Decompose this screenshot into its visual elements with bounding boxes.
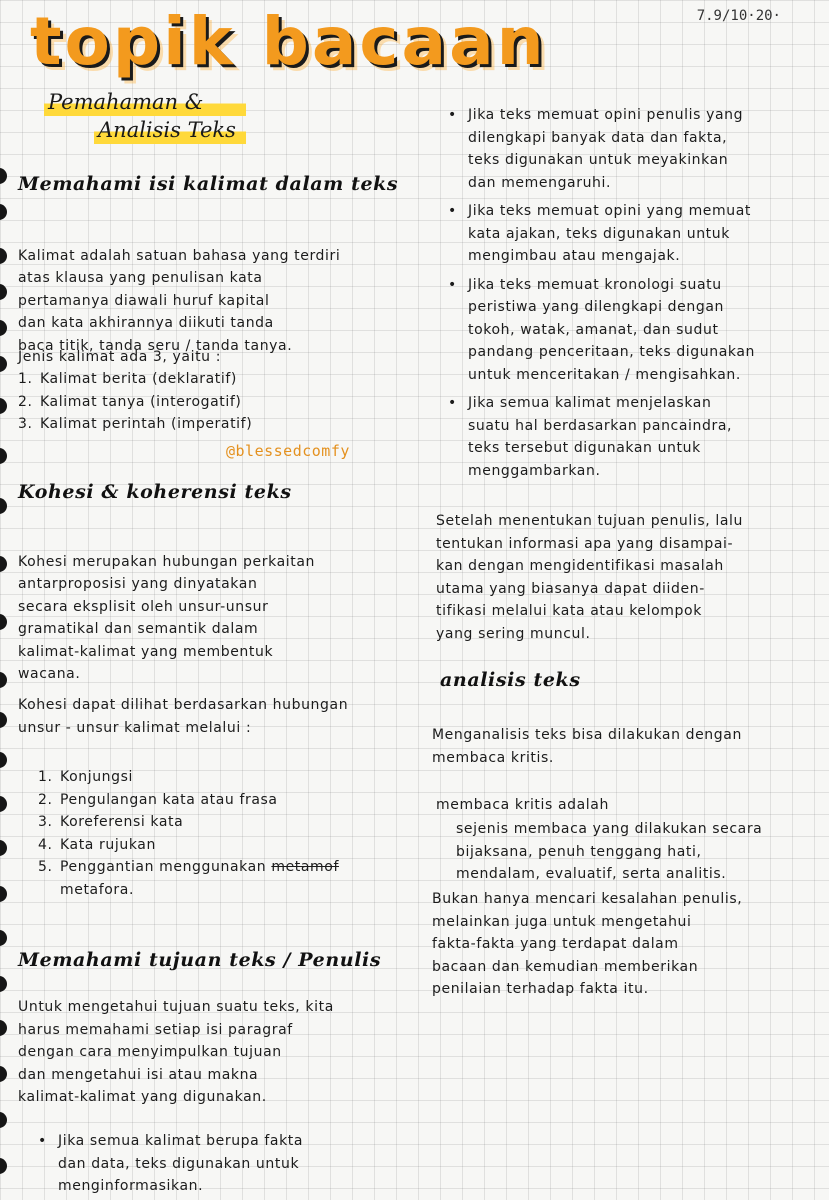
kohesi-list (38, 766, 390, 901)
list-item: • Jika semua kalimat berupa fakta dan data, teks digunakan untuk menginformasikan. (32, 1130, 412, 1198)
menganalisis-teks: Menganalisis teks bisa dilakukan dengan membaca kritis. (432, 727, 742, 766)
list-item: 5. Penggantian menggunakan metamof metafora. (38, 859, 339, 898)
binding-hole (0, 930, 7, 946)
heading-analisis-teks: analisis teks (440, 669, 581, 691)
heading-kohesi-koherensi: Kohesi & koherensi teks (18, 481, 292, 503)
binding-hole (0, 1158, 7, 1174)
list-item: 3. Kalimat perintah (imperatif) (18, 416, 253, 432)
tujuan-bullets (32, 1130, 412, 1198)
date-label: 7.9/10·20· (696, 8, 781, 24)
jenis-kalimat-intro: Jenis kalimat ada 3, yaitu : (18, 349, 222, 365)
kohesi-definition (18, 528, 418, 686)
list-item: 1. Konjungsi (38, 769, 134, 785)
binding-hole (0, 712, 7, 728)
list-item: • Jika teks memuat kronologi suatu peristiwa yang dilengkapi dengan tokoh, watak, amanat, dan sudut pandang penceritaan, teks digunakan untuk menceritakan / mengisahkan. (442, 274, 812, 387)
kalimat-definition-text: Kalimat adalah satuan bahasa yang terdiri atas klausa yang penulisan kata pertamanya diawali huruf kapital dan kata akhirannya diikuti tanda baca titik, tanda seru / tanda tanya. (18, 247, 341, 354)
list-item: 1. Kalimat berita (deklaratif) (18, 371, 237, 387)
binding-hole (0, 398, 7, 414)
list-item: • Jika semua kalimat menjelaskan suatu hal berdasarkan pancaindra, teks tersebut digunakan untuk menggambarkan. (442, 392, 812, 482)
list-item: • Jika teks memuat opini yang memuat kata ajakan, teks digunakan untuk mengimbau atau mengajak. (442, 200, 812, 268)
tujuan-intro: Untuk mengetahui tujuan suatu teks, kita harus memahami setiap isi paragraf dengan cara menyimpulkan tujuan dan mengetahui isi atau makna kalimat-kalimat yang digunakan. (18, 999, 334, 1105)
binding-hole (0, 204, 7, 220)
list-item: • Jika teks memuat opini penulis yang dilengkapi banyak data dan fakta, teks digunakan untuk meyakinkan dan memengaruhi. (442, 104, 812, 194)
binding-hole (0, 1020, 7, 1036)
membaca-kritis-label: membaca kritis adalah (436, 797, 609, 813)
binding-hole (0, 320, 7, 336)
subtitle-line-1: Pemahaman & (44, 88, 246, 116)
heading-memahami-tujuan: Memahami tujuan teks / Penulis (18, 949, 382, 971)
binding-hole (0, 976, 7, 992)
kalimat-definition (18, 222, 418, 357)
tujuan-bullets-continued (442, 104, 812, 482)
setelah-menentukan: Setelah menentukan tujuan penulis, lalu tentukan informasi apa yang disampai- kan dengan mengidentifikasi masalah utama yang biasanya dapat diiden- tifikasi melalui kata atau kelompok yang sering muncul. (436, 513, 744, 642)
binding-hole (0, 556, 7, 572)
binding-hole (0, 796, 7, 812)
binding-hole (0, 448, 7, 464)
watermark: @blessedcomfy (226, 442, 350, 460)
binding-hole (0, 168, 7, 184)
subtitle (44, 88, 246, 144)
bukan-hanya: Bukan hanya mencari kesalahan penulis, melainkan juga untuk mengetahui fakta-fakta yang terdapat dalam bacaan dan kemudian memberikan penilaian terhadap fakta itu. (432, 891, 743, 997)
binding-hole (0, 356, 7, 372)
list-item: 3. Koreferensi kata (38, 814, 184, 830)
page-title: topik bacaan (30, 3, 547, 80)
binding-hole (0, 886, 7, 902)
heading-memahami-isi-kalimat: Memahami isi kalimat dalam teks (18, 173, 399, 195)
binding-hole (0, 614, 7, 630)
kohesi-definition-text: Kohesi merupakan hubungan perkaitan antarproposisi yang dinyatakan secara eksplisit oleh unsur-unsur gramatikal dan semantik dalam kalimat-kalimat yang membentuk wacana. (18, 553, 315, 682)
list-item: 4. Kata rujukan (38, 836, 156, 853)
jenis-kalimat-list (18, 368, 252, 436)
list-item: 2. Pengulangan kata atau frasa (38, 791, 278, 808)
struck-word: metamof (271, 859, 339, 875)
binding-hole (0, 284, 7, 300)
binding-hole (0, 1112, 7, 1128)
binding-hole (0, 498, 7, 514)
binding-hole (0, 248, 7, 264)
binding-hole (0, 1066, 7, 1082)
kohesi-dapat-dilihat: Kohesi dapat dilihat berdasarkan hubungan unsur - unsur kalimat melalui : (18, 697, 349, 736)
binding-hole (0, 752, 7, 768)
notebook-binding-holes (0, 0, 11, 1200)
binding-hole (0, 840, 7, 856)
binding-hole (0, 672, 7, 688)
list-item: 2. Kalimat tanya (interogatif) (18, 393, 242, 410)
membaca-kritis-definition: sejenis membaca yang dilakukan secara bijaksana, penuh tenggang hati, mendalam, evaluatif, serta analitis. (456, 821, 763, 882)
subtitle-line-2: Analisis Teks (94, 116, 246, 144)
